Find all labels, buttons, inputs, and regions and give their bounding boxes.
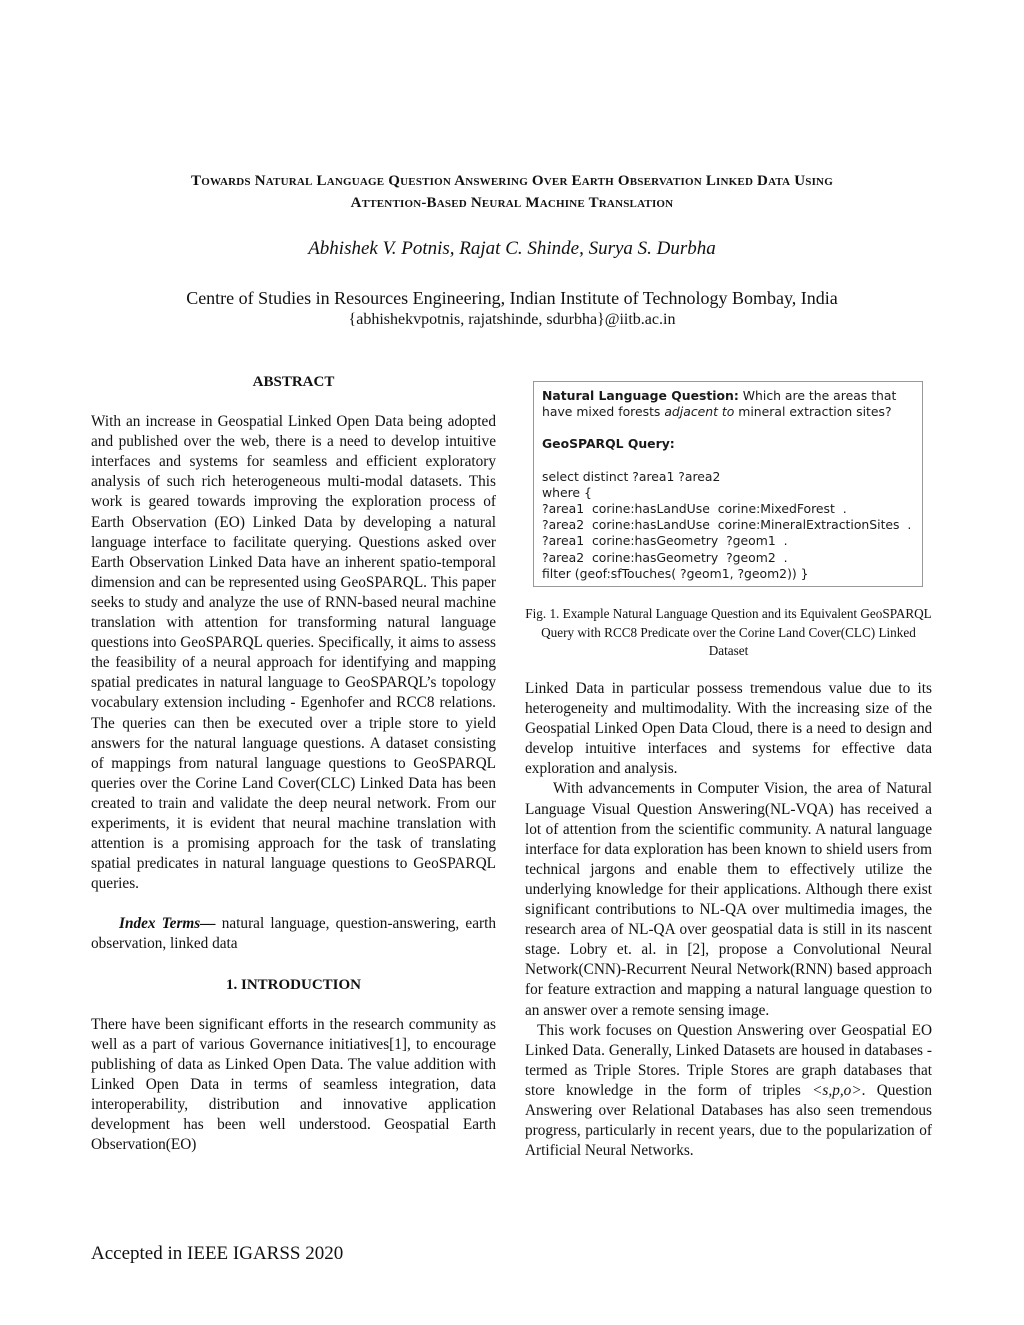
authors: Abhishek V. Potnis, Rajat C. Shinde, Surya S. Durbha: [308, 238, 716, 259]
right-paragraph-1: Linked Data in particular possess tremendous value due to its heterogeneity and multimodality. With the increasing size of the Geospatial Linked Open Data Cloud, there is a need to design and develop intuitive interfaces and systems for effective data exploration and analysis.: [525, 680, 932, 778]
introduction-heading: 1. INTRODUCTION: [225, 976, 361, 993]
nlq-label: Natural Language Question:: [542, 388, 739, 403]
footer-note: Accepted in IEEE IGARSS 2020: [91, 1243, 344, 1264]
code-line: filter (geof:sfTouches( ?geom1, ?geom2)) }: [542, 565, 809, 581]
right-paragraph-3: [525, 1021, 932, 1162]
left-column: [91, 372, 496, 1155]
affiliation: Centre of Studies in Resources Engineering, Indian Institute of Technology Bombay, India: [186, 288, 838, 308]
p3-triple: <s,p,o>: [812, 1081, 862, 1099]
right-column: [525, 679, 932, 1161]
title-line-2: Attention-Based Neural Machine Translation: [350, 195, 674, 211]
title-line-1: Towards Natural Language Question Answering Over Earth Observation Linked Data Using: [191, 173, 833, 189]
query-label: GeoSPARQL Query:: [542, 436, 675, 452]
figure-1-box: [533, 381, 923, 587]
nlq-text-b: mineral extraction sites?: [734, 404, 892, 420]
nlq-text-a: Which are the areas that have mixed forests: [542, 388, 897, 420]
introduction-text: There have been significant efforts in the research community as well as a part of various Governance initiatives[1], to encourage publishing of data as Linked Open Data. The value addition with Linked Open Data in terms of seamless integration, data interoperability, distribution and innovative application development has been well understood. Geospatial Earth Observation(EO): [91, 1015, 496, 1154]
abstract-heading: ABSTRACT: [252, 374, 335, 390]
query-code: [542, 469, 914, 582]
code-line: where {: [542, 484, 592, 500]
index-terms-label: Index Terms—: [119, 915, 216, 933]
code-line: ?area2 corine:hasGeometry ?geom2 .: [542, 549, 788, 565]
emails: {abhishekvpotnis, rajatshinde, sdurbha}@iitb.ac.in: [348, 311, 676, 328]
p3-text-b: . Question Answering over Relational Databases has also seen tremendous progress, particularly in recent years, due to the popularization of Artificial Neural Networks.: [525, 1081, 932, 1160]
code-line: ?area1 corine:hasLandUse corine:MixedForest .: [542, 501, 847, 517]
nlq-emph: adjacent to: [664, 404, 735, 420]
right-paragraph-2: With advancements in Computer Vision, the area of Natural Language Visual Question Answering(NL-VQA) has received a lot of attention from the scientific community. A natural language interface for data exploration has been known to shield users from technical jargons and enable them to effectively utilize the underlying knowledge for their applications. Although there exist significant contributions to NL-QA over multimedia images, the research area of NL-QA over geospatial data is still in its nascent stage. Lobry et. al. in [2], propose a Convolutional Neural Network(CNN)-Recurrent Neural Network(RNN) based approach for feature extraction and mapping a natural language question to an answer over a remote sensing image.: [525, 780, 932, 1019]
code-line: ?area1 corine:hasGeometry ?geom1 .: [542, 533, 788, 549]
code-line: select distinct ?area1 ?area2: [542, 468, 721, 484]
figure-caption: [525, 605, 932, 661]
caption-label: Fig. 1.: [525, 606, 560, 621]
abstract-text: With an increase in Geospatial Linked Open Data being adopted and published over the web, there is a need to develop intuitive interfaces and systems for seamless and efficient exploratory analysis of such rich heterogeneous multi-modal datasets. This work is geared towards improving the exploration process of Earth Observation (EO) Linked Data by developing a natural language interface to facilitate querying. Questions asked over Earth Observation Linked Data have an inherent spatio-temporal dimension and can be represented using GeoSPARQL. This paper seeks to study and analyze the use of RNN-based neural machine translation with attention for transforming natural language questions into GeoSPARQL queries. Specifically, it aims to assess the feasibility of a neural approach for identifying and mapping spatial predicates in natural language to GeoSPARQL’s topology vocabulary extension including - Egenhofer and RCC8 relations. The queries can then be executed over a triple store to yield answers for the natural language questions. A dataset consisting of mappings from natural language questions to GeoSPARQL queries over the Corine Land Cover(CLC) Linked Data has been created to train and validate the deep neural network. From our experiments, it is evident that neural machine translation with attention is a promising approach for the task of translating spatial predicates in natural language questions to GeoSPARQL queries.: [91, 413, 496, 893]
caption-text: Example Natural Language Question and its Equivalent GeoSPARQL Query with RCC8 Predicate over the Corine Land Cover(CLC) Linked Dataset: [541, 606, 932, 658]
p3-text-a: This work focuses on Question Answering over Geospatial EO Linked Data. Generally, Linked Datasets are housed in databases - termed as Triple Stores. Triple Stores are graph databases that store knowledge in the form of triples: [525, 1021, 932, 1099]
paper-title: [60, 170, 964, 214]
code-line: ?area2 corine:hasLandUse corine:MineralExtractionSites .: [542, 517, 912, 533]
nl-question: [542, 388, 914, 420]
index-terms-text: natural language, question-answering, earth observation, linked data: [91, 915, 496, 953]
index-terms: [91, 914, 496, 954]
